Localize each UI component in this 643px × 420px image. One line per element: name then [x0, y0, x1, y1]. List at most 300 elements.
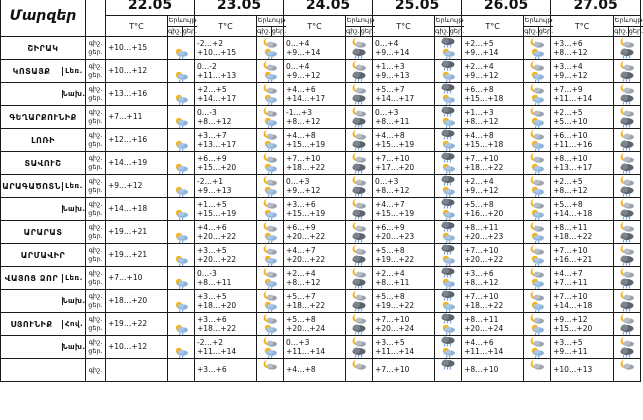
night-temp: +7…+10	[553, 245, 588, 255]
night-temp: +2…+4	[286, 268, 316, 278]
night-abbr: գիշ.	[88, 200, 103, 208]
night-label: գիշ.	[614, 26, 628, 35]
night-temp: +3…+5	[197, 245, 227, 255]
temperature-cell	[195, 129, 257, 152]
day-abbr: ցեր.	[88, 117, 103, 125]
day-temp: +10…+15	[197, 48, 237, 57]
night-temp: +5…+7	[286, 291, 316, 301]
temperature-cell	[462, 83, 524, 106]
temperature-cell	[195, 83, 257, 106]
cloud-storm-icon	[618, 278, 636, 289]
sun-cloud-rain-icon	[439, 209, 457, 220]
night-temp: +8…+10	[553, 153, 588, 163]
weather-icon-cell	[614, 313, 641, 336]
temperature-cell	[106, 106, 168, 129]
empty-icon	[172, 175, 190, 186]
night-abbr: գիշ.	[88, 177, 103, 185]
night-temp: +3…+6	[197, 365, 227, 375]
weather-icon-cell	[346, 336, 373, 359]
night-temp: +6…+9	[286, 222, 316, 232]
sun-cloud-rain-icon	[439, 163, 457, 174]
cloud-storm-icon	[439, 267, 457, 278]
day-abbr: ցեր.	[88, 301, 103, 309]
night-temp: 0…+4	[286, 38, 310, 48]
table-row	[1, 60, 641, 83]
day-temp: +19…+21	[108, 227, 148, 237]
day-temp: +11…+14	[197, 347, 237, 356]
day-temp: +16…+21	[553, 255, 593, 264]
weather-icon-cell	[257, 336, 284, 359]
day-temp: +20…+22	[286, 255, 326, 264]
night-temp: +4…+7	[375, 199, 405, 209]
temperature-cell	[551, 267, 614, 290]
weather-icon-cell	[435, 37, 462, 60]
day-temp: +11…+14	[464, 347, 504, 356]
day-label: ցեր.	[360, 26, 376, 35]
cloud-storm-icon	[439, 244, 457, 255]
empty-icon	[172, 129, 190, 140]
temperature-cell	[284, 60, 346, 83]
temperature-cell	[551, 175, 614, 198]
day-temp: +18…+22	[197, 324, 237, 333]
night-temp: -1…+3	[286, 107, 313, 117]
cloud-storm-icon	[618, 186, 636, 197]
sun-cloud-rain-icon	[528, 140, 546, 151]
night-abbr: գիշ.	[88, 292, 103, 300]
temperature-cell	[284, 267, 346, 290]
sun-cloud-rain-icon	[172, 94, 190, 105]
temperature-cell	[373, 37, 435, 60]
sun-cloud-rain-icon	[261, 140, 279, 151]
moon-cloud-icon	[618, 175, 636, 186]
weather-icon-cell	[435, 152, 462, 175]
moon-cloud-icon	[528, 152, 546, 163]
weather-icon-cell	[346, 221, 373, 244]
sun-cloud-rain-icon	[528, 71, 546, 82]
weather-icon-cell	[435, 198, 462, 221]
sun-cloud-rain-icon	[439, 186, 457, 197]
temperature-cell	[106, 313, 168, 336]
table-row	[1, 129, 641, 152]
day-temp: +9…+13	[375, 71, 410, 80]
night-temp: +4…+8	[375, 130, 405, 140]
sun-cloud-rain-icon	[172, 48, 190, 59]
night-temp: +4…+6	[286, 84, 316, 94]
weather-icon-cell	[346, 152, 373, 175]
temperature-cell	[551, 244, 614, 267]
weather-icon-cell	[257, 129, 284, 152]
night-temp: 0…+3	[375, 176, 399, 186]
night-temp: +3…+6	[197, 314, 227, 324]
temperature-cell	[195, 336, 257, 359]
empty-icon	[172, 83, 190, 94]
region-name	[1, 290, 86, 313]
temperature-cell	[551, 313, 614, 336]
night-temp: +5…+8	[375, 245, 405, 255]
sun-cloud-rain-icon	[261, 324, 279, 335]
region-label	[1, 205, 62, 213]
weather-icon-cell	[524, 60, 551, 83]
sun-cloud-rain-icon	[439, 255, 457, 266]
cloud-storm-icon	[618, 163, 636, 174]
phenomenon-col-header	[346, 16, 376, 37]
day-temp: +8…+12	[197, 117, 232, 126]
weather-icon-cell	[524, 359, 551, 382]
empty-icon	[172, 290, 190, 301]
weather-icon-cell	[257, 60, 284, 83]
night-temp: +2…+5	[464, 38, 494, 48]
cloud-storm-icon	[439, 175, 457, 186]
night-temp: 0…+3	[286, 176, 310, 186]
day-abbr: ցեր.	[88, 163, 103, 171]
temperature-cell	[551, 83, 614, 106]
empty-icon	[261, 370, 279, 381]
day-temp: +9…+14	[464, 48, 499, 57]
night-temp: +6…+9	[197, 153, 227, 163]
moon-cloud-icon	[528, 175, 546, 186]
temperature-cell	[195, 198, 257, 221]
temperature-cell	[106, 83, 168, 106]
sun-cloud-rain-icon	[172, 163, 190, 174]
weather-icon-cell	[168, 83, 195, 106]
day-temp: +20…+24	[464, 324, 504, 333]
moon-cloud-icon	[618, 244, 636, 255]
night-temp: +5…+8	[553, 199, 583, 209]
temperature-cell	[106, 244, 168, 267]
night-temp: +8…+11	[464, 314, 499, 324]
cloud-storm-icon	[618, 232, 636, 243]
night-temp: +2…+5	[553, 176, 583, 186]
daynight-label	[86, 175, 106, 198]
weather-icon-cell	[346, 290, 373, 313]
empty-icon	[172, 106, 190, 117]
moon-cloud-icon	[528, 267, 546, 278]
sun-cloud-rain-icon	[528, 324, 546, 335]
region-name	[1, 336, 86, 359]
day-temp: +15…+19	[286, 209, 326, 218]
day-abbr: ցեր.	[88, 140, 103, 148]
temperature-cell	[551, 60, 614, 83]
table-row	[1, 244, 641, 267]
moon-cloud-icon	[528, 244, 546, 255]
moon-cloud-icon	[528, 313, 546, 324]
moon-cloud-icon	[261, 267, 279, 278]
weather-icon-cell	[346, 359, 373, 382]
day-temp: +20…+22	[197, 232, 237, 241]
night-abbr: գիշ.	[88, 131, 103, 139]
weather-icon-cell	[435, 106, 462, 129]
night-temp: +7…+10	[553, 291, 588, 301]
weather-icon-cell	[346, 60, 373, 83]
day-label: ցեր.	[538, 26, 554, 35]
moon-cloud-icon	[618, 221, 636, 232]
night-temp: +3…+6	[464, 268, 494, 278]
sun-cloud-rain-icon	[261, 117, 279, 128]
header-spacer	[86, 0, 106, 37]
sun-cloud-rain-icon	[261, 186, 279, 197]
moon-cloud-icon	[618, 290, 636, 301]
day-temp: +15…+20	[197, 163, 237, 172]
sun-cloud-rain-icon	[439, 140, 457, 151]
night-temp: +7…+10	[464, 153, 499, 163]
sun-cloud-rain-icon	[172, 278, 190, 289]
temperature-cell	[106, 175, 168, 198]
night-temp: +6…+9	[375, 222, 405, 232]
night-temp: +6…+10	[553, 130, 588, 140]
day-label: ցեր.	[271, 26, 287, 35]
temperature-cell	[462, 221, 524, 244]
temperature-cell	[195, 37, 257, 60]
phenomenon-col-header	[168, 16, 198, 37]
moon-cloud-icon	[350, 37, 368, 48]
night-temp: +1…+3	[375, 61, 405, 71]
temperature-cell	[462, 267, 524, 290]
moon-cloud-icon	[261, 152, 279, 163]
weather-icon-cell	[524, 221, 551, 244]
temperature-cell	[373, 221, 435, 244]
sun-cloud-rain-icon	[439, 324, 457, 335]
day-temp: +19…+22	[375, 301, 415, 310]
weather-icon-cell	[614, 106, 641, 129]
night-abbr: գիշ.	[88, 39, 103, 47]
temperature-cell	[284, 198, 346, 221]
moon-cloud-icon	[528, 83, 546, 94]
subregion-label: Լեռ.	[62, 67, 85, 76]
moon-cloud-icon	[261, 175, 279, 186]
day-temp: +13…+16	[108, 89, 148, 99]
night-abbr: գիշ.	[88, 108, 103, 116]
night-temp: +2…+4	[464, 61, 494, 71]
moon-cloud-icon	[350, 313, 368, 324]
temperature-cell	[373, 198, 435, 221]
temp-col-header: T°C	[106, 16, 168, 37]
moon-cloud-icon	[261, 129, 279, 140]
night-temp: +3…+5	[197, 291, 227, 301]
temperature-cell	[195, 60, 257, 83]
weather-icon-cell	[257, 152, 284, 175]
night-temp: +7…+10	[464, 291, 499, 301]
region-name	[1, 267, 86, 290]
night-temp: +7…+10	[375, 153, 410, 163]
weather-icon-cell	[168, 336, 195, 359]
night-label: գիշ.	[257, 26, 271, 35]
table-row	[1, 290, 641, 313]
table-row	[1, 359, 641, 382]
night-temp: +1…+3	[464, 107, 494, 117]
day-temp: +11…+14	[286, 347, 326, 356]
date-header: 26.05	[462, 0, 551, 16]
moon-cloud-icon	[350, 83, 368, 94]
day-temp: +8…+11	[197, 278, 232, 287]
day-temp: +8…+12	[553, 48, 588, 57]
temperature-cell	[551, 359, 614, 382]
day-label: ցեր.	[628, 26, 643, 35]
cloud-storm-icon	[439, 359, 457, 370]
day-temp: +10…+12	[108, 342, 148, 352]
temperature-cell	[284, 313, 346, 336]
temperature-cell	[462, 106, 524, 129]
empty-icon	[172, 370, 190, 381]
table-row	[1, 198, 641, 221]
night-abbr: գիշ.	[88, 223, 103, 231]
day-temp: +11…+16	[553, 140, 593, 149]
daynight-label	[86, 336, 106, 359]
weather-icon-cell	[346, 244, 373, 267]
weather-icon-cell	[168, 129, 195, 152]
temp-col-header: T°C	[284, 16, 346, 37]
sun-cloud-rain-icon	[172, 255, 190, 266]
temperature-cell	[284, 129, 346, 152]
day-abbr: ցեր.	[88, 48, 103, 56]
temperature-cell	[106, 290, 168, 313]
night-temp: 0…+4	[286, 61, 310, 71]
temperature-cell	[462, 290, 524, 313]
day-temp: +15…+19	[286, 140, 326, 149]
moon-cloud-icon	[261, 83, 279, 94]
sun-cloud-rain-icon	[172, 71, 190, 82]
weather-icon-cell	[524, 83, 551, 106]
sun-cloud-rain-icon	[172, 324, 190, 335]
weather-icon-cell	[168, 244, 195, 267]
night-temp: +3…+6	[553, 38, 583, 48]
sun-cloud-rain-icon	[528, 163, 546, 174]
weather-icon-cell	[435, 60, 462, 83]
table-row	[1, 221, 641, 244]
cloud-storm-icon	[439, 83, 457, 94]
region-name	[1, 175, 86, 198]
region-label	[1, 343, 62, 351]
weather-icon-cell	[435, 313, 462, 336]
moon-cloud-icon	[350, 267, 368, 278]
sun-cloud-rain-icon	[439, 232, 457, 243]
sun-cloud-rain-icon	[439, 347, 457, 358]
cloud-storm-icon	[439, 336, 457, 347]
empty-icon	[172, 198, 190, 209]
moon-cloud-icon	[350, 129, 368, 140]
sun-cloud-rain-icon	[172, 117, 190, 128]
temperature-cell	[195, 244, 257, 267]
sun-cloud-rain-icon	[261, 255, 279, 266]
day-temp: +20…+24	[286, 324, 326, 333]
weather-icon-cell	[614, 60, 641, 83]
moon-cloud-icon	[350, 244, 368, 255]
sun-cloud-rain-icon	[261, 232, 279, 243]
weather-icon-cell	[346, 175, 373, 198]
night-temp: +6…+8	[464, 84, 494, 94]
table-row	[1, 37, 641, 60]
daynight-label	[86, 359, 106, 382]
cloud-storm-icon	[350, 94, 368, 105]
day-temp: +10…+15	[108, 43, 148, 53]
day-temp: +8…+12	[553, 186, 588, 195]
night-temp: -2…+1	[197, 176, 224, 186]
sun-cloud-rain-icon	[439, 278, 457, 289]
night-temp: +2…+5	[553, 107, 583, 117]
night-temp: 0…-2	[197, 61, 217, 71]
region-name	[1, 83, 86, 106]
empty-icon	[172, 313, 190, 324]
table-row	[1, 152, 641, 175]
weather-icon-cell	[168, 152, 195, 175]
day-temp: +18…+22	[553, 232, 593, 241]
day-temp: +9…+12	[464, 186, 499, 195]
day-temp: +7…+10	[108, 273, 143, 283]
day-temp: +11…+13	[197, 71, 237, 80]
phenomenon-col-header	[614, 16, 641, 37]
night-temp: +8…+11	[553, 222, 588, 232]
moon-cloud-icon	[618, 60, 636, 71]
temperature-cell	[284, 37, 346, 60]
date-header: 24.05	[284, 0, 373, 16]
night-temp: +4…+6	[197, 222, 227, 232]
weather-icon-cell	[346, 37, 373, 60]
day-temp: +15…+19	[375, 209, 415, 218]
sun-cloud-rain-icon	[172, 186, 190, 197]
cloud-storm-icon	[350, 232, 368, 243]
temperature-cell	[284, 106, 346, 129]
weather-icon-cell	[168, 60, 195, 83]
night-temp: +4…+6	[464, 337, 494, 347]
night-temp: +3…+7	[197, 130, 227, 140]
daynight-label	[86, 129, 106, 152]
temperature-cell	[373, 359, 435, 382]
cloud-storm-icon	[439, 198, 457, 209]
temperature-cell	[195, 152, 257, 175]
day-temp: +16…+20	[464, 209, 504, 218]
weather-icon-cell	[614, 83, 641, 106]
weather-icon-cell	[257, 221, 284, 244]
moon-cloud-icon	[528, 198, 546, 209]
empty-icon	[172, 221, 190, 232]
temperature-cell	[284, 244, 346, 267]
temperature-cell	[284, 83, 346, 106]
day-abbr: ցեր.	[88, 324, 103, 332]
night-temp: +7…+10	[375, 365, 410, 375]
day-temp: +15…+19	[197, 209, 237, 218]
night-temp: +7…+9	[553, 84, 583, 94]
region-name: ԼՈՌԻ	[1, 129, 86, 152]
temperature-cell	[195, 359, 257, 382]
weather-icon-cell	[168, 106, 195, 129]
moon-cloud-icon	[350, 152, 368, 163]
cloud-storm-icon	[439, 221, 457, 232]
daynight-label	[86, 244, 106, 267]
day-temp: +8…+11	[375, 278, 410, 287]
weather-icon-cell	[257, 244, 284, 267]
cloud-storm-icon	[350, 163, 368, 174]
day-temp: +11…+14	[375, 347, 415, 356]
temperature-cell	[551, 198, 614, 221]
day-temp: +15…+18	[464, 94, 504, 103]
moon-cloud-icon	[618, 129, 636, 140]
region-name	[1, 60, 86, 83]
night-temp: +10…+13	[553, 365, 593, 375]
empty-icon	[172, 60, 190, 71]
temperature-cell	[462, 175, 524, 198]
weather-icon-cell	[257, 175, 284, 198]
subregion-label: Նախ.	[62, 90, 86, 98]
night-abbr: գիշ.	[88, 338, 103, 346]
day-temp: +20…+23	[375, 232, 415, 241]
night-temp: +2…+5	[197, 84, 227, 94]
weather-icon-cell	[524, 267, 551, 290]
weather-icon-cell	[524, 244, 551, 267]
cloud-storm-icon	[350, 71, 368, 82]
sun-cloud-rain-icon	[528, 301, 546, 312]
weather-icon-cell	[614, 152, 641, 175]
moon-cloud-icon	[350, 221, 368, 232]
night-temp: +2…+4	[375, 268, 405, 278]
